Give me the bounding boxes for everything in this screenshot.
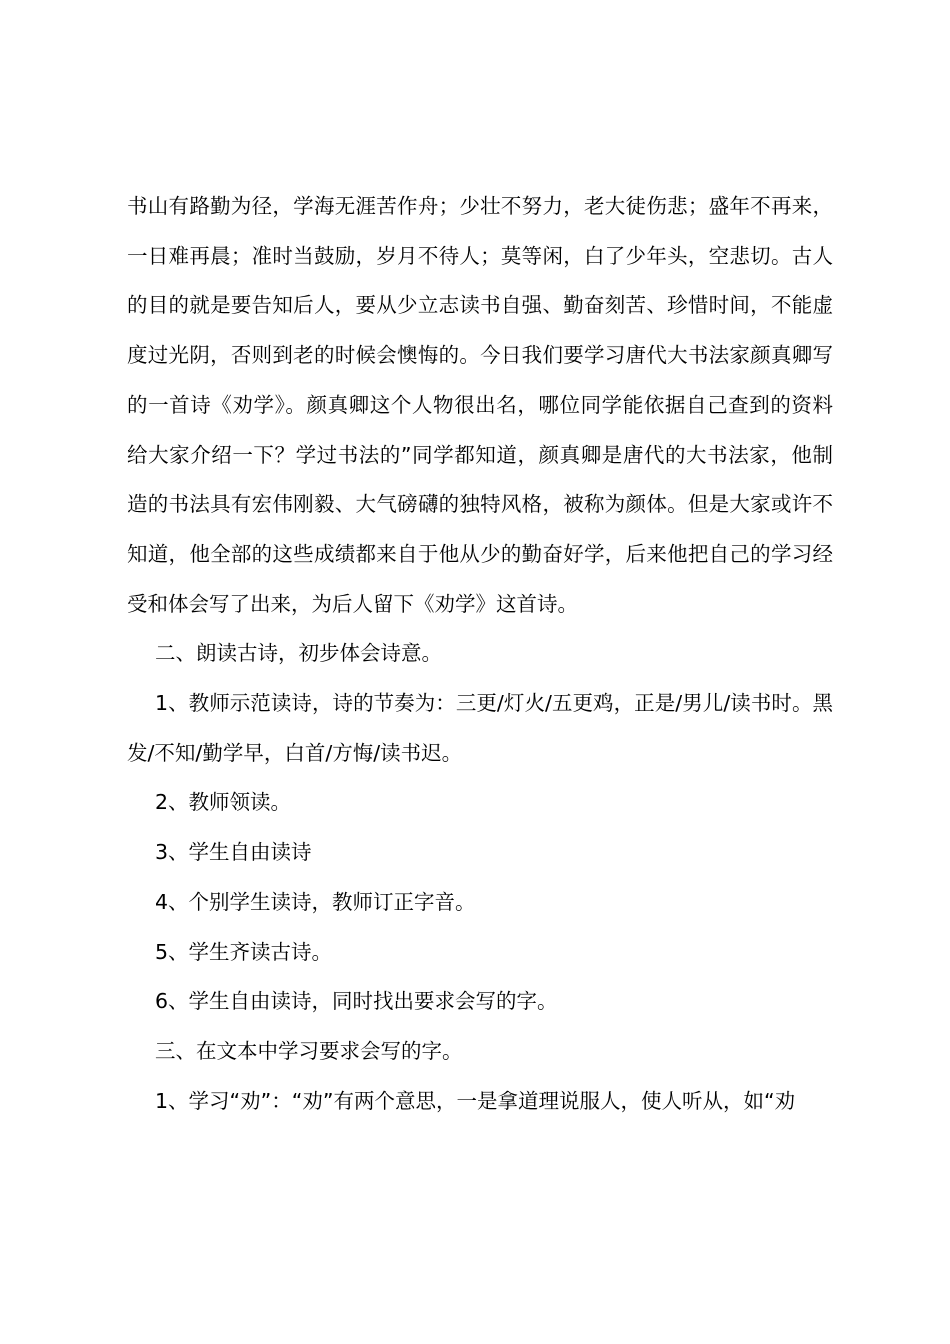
list-item-6: 6、学生自由读诗，同时找出要求会写的字。 [155,989,558,1014]
section-heading-two: 二、朗读古诗，初步体会诗意。 [155,641,442,666]
section-heading-three: 三、在文本中学习要求会写的字。 [155,1038,463,1063]
document-body [127,182,833,1126]
list-item-quan: 1、学习“劝”：“劝”有两个意思，一是拿道理说服人，使人听从，如“劝 [155,1088,796,1113]
paragraph-intro: 书山有路勤为径，学海无涯苦作舟；少壮不努力，老大徒伤悲；盛年不再来，一日难再晨；准时当鼓励，岁月不待人；莫等闲，白了少年头，空悲切。古人的目的就是要告知后人，要从少立志读书自强、勤奋刻苦、珍惜时间，不能虚度过光阴，否则到老的时候会懊悔的。今日我们要学习唐代大书法家颜真卿写的一首诗《劝学》。颜真卿这个人物很出名，哪位同学能依据自己查到的资料给大家介绍一下？学过书法的”同学都知道，颜真卿是唐代的大书法家，他制造的书法具有宏伟刚毅、大气磅礴的独特风格，被称为颜体。但是大家或许不知道，他全部的这些成绩都来自于他从少的勤奋好学，后来他把自己的学习经受和体会写了出来，为后人留下《劝学》这首诗。 [127,194,833,616]
list-item-2: 2、教师领读。 [155,790,292,815]
list-item-1: 1、教师示范读诗，诗的节奏为：三更/灯火/五更鸡，正是/男儿/读书时。黑发/不知/勤学早，白首/方悔/读书迟。 [127,691,833,765]
list-item-5: 5、学生齐读古诗。 [155,939,333,964]
list-item-4: 4、个别学生读诗，教师订正字音。 [155,889,476,914]
list-item-3: 3、学生自由读诗 [155,840,312,865]
